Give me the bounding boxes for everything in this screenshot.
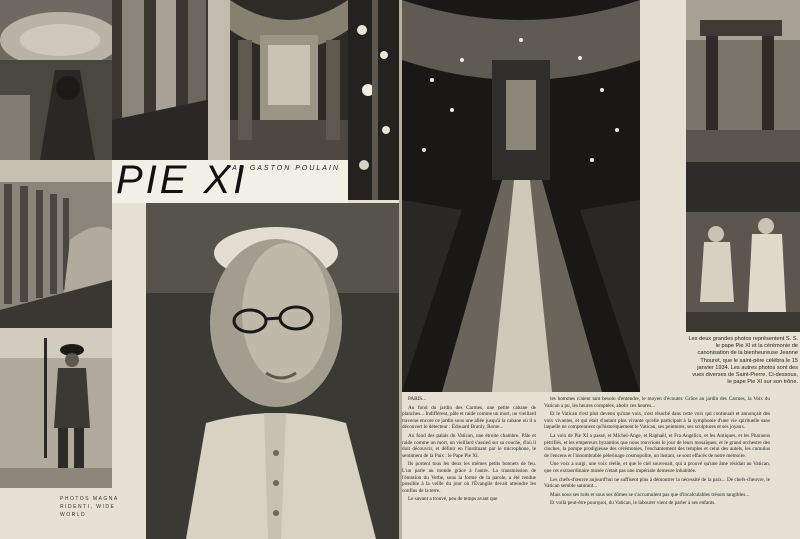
paragraph: Le savant a trouvé, peu de temps avant que	[408, 496, 498, 503]
paragraph: Et voilà peut-être pourquoi, du Vatican, le labourer vient de parler à ses enfants.	[550, 500, 716, 507]
paragraph: Au fond des palais du Vatican, une étroite chambre. Pâle et raide comme un mort, un vieillard s'assied sur sa couche, d'où il doit découvrir, et définir en l'instituant par le microphone, le sentiment de la Paix : le Pape Pie XI.	[402, 432, 536, 459]
paragraph: Mais nous ses toits et sous ses dômes se s'accumulent pas que d'incalculables trésors tangibles...	[550, 491, 750, 498]
basilica-columns-photo	[112, 0, 230, 160]
st-peters-square-photo	[0, 0, 112, 160]
baldachin-altar-photo	[686, 0, 800, 162]
article-column-right	[544, 396, 770, 509]
paragraph: Au fond du jardin des Carmes, une petite cabane de planches... Indifférent, pâle et raide comme un mort, un vieillard traverse encore ce jardin sous une allée jusqu'à la cabane où il a découvert le détecteur : Édouard Branly, Rome...	[402, 404, 536, 431]
dome-interior-photo	[230, 0, 348, 160]
article-byline: PAR GASTON POULAIN	[226, 165, 340, 172]
paragraph: Et le Vatican n'est plus devenu qu'une voix, s'est résorbé dans cette voix qui continuait et annonçait des voix vivantes, et qui était d'autant plus vivante qu'elle participait à la symphonie d'une vie spirituelle sans laquelle ne comprennent qu'historiquement le Vatican, ses peintures, ses sculptures et ses joyaux.	[544, 411, 770, 431]
paragraph: les hommes n'aient tant besoin d'entendre, le moyen d'écouter. Grâce au jardin des Carmes, la Voix du Vatican a pu, les heures comptées, abolir ces heures...	[544, 396, 770, 409]
photo-caption: Les deux grandes photos représentent S. S. le pape Pie XI et la cérémonie de canonisation de la bienheureuse Jeanne Thouret, que le saint-père célébra le 15 janvier 1934. Les autres photos sont des vues diverses de Saint-Pierre. Ci-dessous, le pape Pie XI sur son trône.	[688, 336, 798, 386]
colonnade-photo	[0, 160, 112, 328]
papal-throne-photo	[686, 162, 800, 332]
photo-credit: PHOTOS MAGNA RIDENTI, WIDE WORLD	[60, 496, 119, 518]
chandelier-detail-photo	[348, 0, 400, 200]
canonization-ceremony-photo	[402, 0, 640, 392]
swiss-guard-photo	[0, 328, 112, 488]
paragraph: Les chefs-d'œuvre aujourd'hui ne suffisent plus à démontrer la nécessité de la paix... De chefs-d'œuvre, le Vatican semble saturant...	[544, 476, 770, 490]
paragraph: PARIS...	[408, 396, 427, 402]
paragraph: Une voix a surgi, une voix réelle, et que le ciel souvenait, qui a prouvé qu'une âme résidait au Vatican, que cet extraordinaire musée n'était pas une impériale demeure inhabitée.	[544, 461, 770, 474]
pope-portrait-photo	[146, 203, 400, 539]
paragraph: Ils portent tous les deux les mêmes petits bonnets de feu. L'un parle au monde grâce à l'autre. La transmission de l'émotion du Verbe, sous la forme de la parole, a été rendue possible à la veille du jour où l'Évangile devait atteindre les confins de la terre.	[402, 461, 536, 494]
paragraph: La voix de Pie XI a passé, et Michel-Ange, et Raphaël, et Fra Angelico, et les Antiques, et les Pharaons pétrifiés, et les empereurs byzantins que nous rouvrions le jour de leurs mosaïques, et le grand orchestre des cloches, la pompe prodigieuse des cérémonies, l'enchantement des temples et celui des autels, les cumulus de l'encens et l'innombrable pèlerinage cosmopolite, un instant, se sont effacés de notre mémoire.	[544, 432, 770, 459]
article-title: PIE XI	[116, 158, 248, 202]
article-column-left	[402, 396, 536, 505]
